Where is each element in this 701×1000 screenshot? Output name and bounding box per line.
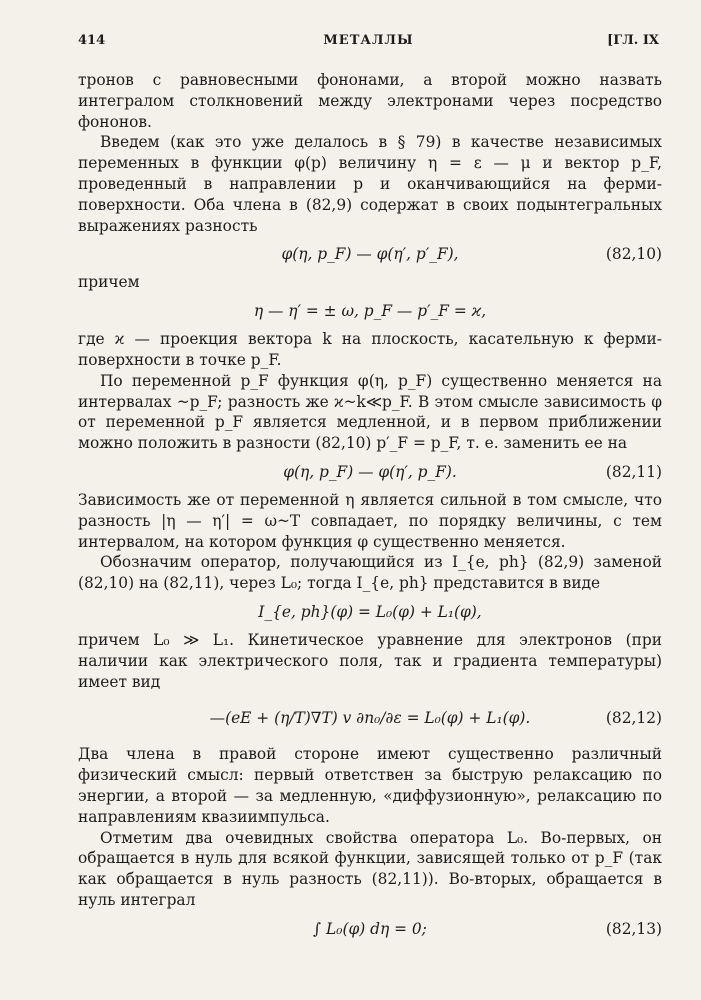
- equation-operator-split: [78, 594, 662, 630]
- equation-82-13-number: (82,13): [605, 919, 662, 938]
- paragraph-5: По переменной p_F функция φ(η, p_F) существенно меняется на интервалах ~p_F; разность же ϰ~k≪p_F. В этом смысле зависимость φ от переменной p_F является медленной, и в первом приближении можно положить в разности (82,10) p′_F = p_F, т. е. заменить ее на: [78, 371, 662, 453]
- running-title: МЕТАЛЛЫ: [323, 33, 414, 48]
- page-number: 414: [78, 33, 106, 48]
- paragraph-8: причем L₀ ≫ L₁. Кинетическое уравнение для электронов (при наличии как электрического поля, так и градиента температуры) имеет вид: [78, 630, 662, 691]
- equation-82-11-formula: φ(η, p_F) — φ(η′, p_F).: [283, 462, 457, 481]
- equation-82-10-number: (82,10): [605, 245, 662, 264]
- paragraph-1: тронов с равновесными фононами, а второй можно назвать интегралом столкновений между электронами через посредство фононов.: [78, 71, 662, 131]
- paragraph-4: где ϰ — проекция вектора k на плоскость, касательную к ферми-поверхности в точке p_F.: [78, 330, 662, 369]
- equation-82-13-formula: ∫ L₀(φ) dη = 0;: [313, 919, 427, 938]
- chapter-label: [ГЛ. IX: [607, 33, 659, 48]
- paragraph-10: Отметим два очевидных свойства оператора L₀. Во-первых, он обращается в нуль для всякой функции, зависящей только от p_F (так как обращается в нуль разность (82,11)). Во-вторых, обращается в нуль интеграл: [78, 828, 662, 909]
- paragraph-3: причем: [78, 273, 140, 292]
- equation-82-12-number: (82,12): [605, 709, 662, 728]
- page-header: [78, 33, 659, 55]
- paragraph-6: Зависимость же от переменной η является сильной в том смысле, что разность |η — η′| = ω~T совпадает, по порядку величины, с тем интервалом, на котором функция φ существенно меняется.: [78, 490, 662, 551]
- paragraph-9: Два члена в правой стороне имеют существенно различный физический смысл: первый ответствен за быструю релаксацию по энергии, а второй — за медленную, «диффузионную», релаксацию по направлениям квазиимпульса.: [78, 745, 662, 826]
- equation-82-12: [78, 692, 662, 744]
- equation-82-11: [78, 454, 662, 490]
- equation-82-12-formula: —(eE + (η/T)∇T) v ∂n₀/∂ε = L₀(φ) + L₁(φ).: [209, 709, 531, 728]
- equation-82-11-number: (82,11): [605, 462, 662, 481]
- equation-82-10: [78, 236, 662, 272]
- paragraph-7: Обозначим оператор, получающийся из I_{e, ph} (82,9) заменой (82,10) на (82,11), через L₀; тогда I_{e, ph} представится в виде: [78, 553, 662, 593]
- paragraph-2: Введем (как это уже делалось в § 79) в качестве независимых переменных в функции φ(p) величину η = ε — μ и вектор p_F, проведенный в направлении p и оканчивающийся на ферми-поверхности. Оба члена в (82,9) содержат в своих подынтегральных выражениях разность: [78, 133, 662, 235]
- page-body: [78, 70, 662, 947]
- equation-operator-split-formula: I_{e, ph}(φ) = L₀(φ) + L₁(φ),: [258, 602, 482, 621]
- equation-momentum-relations: [78, 293, 662, 329]
- equation-82-13: [78, 911, 662, 947]
- equation-momentum-relations-formula: η — η′ = ± ω, p_F — p′_F = ϰ,: [253, 302, 487, 321]
- equation-82-10-formula: φ(η, p_F) — φ(η′, p′_F),: [281, 245, 459, 264]
